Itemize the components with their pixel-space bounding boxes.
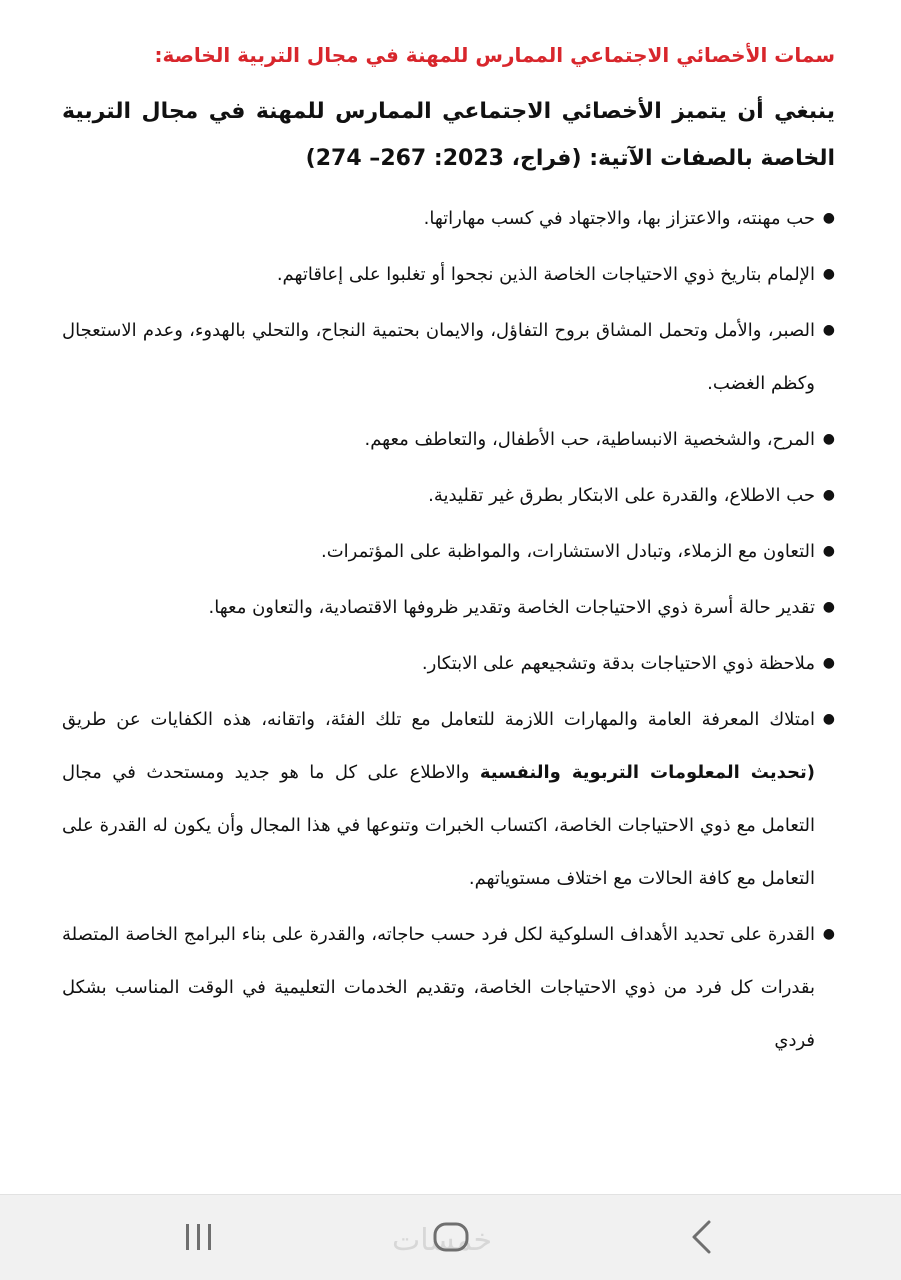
list-item-text: حب الاطلاع، والقدرة على الابتكار بطرق غير تقليدية.	[428, 485, 815, 506]
list-item	[62, 581, 835, 634]
list-item-text: التعاون مع الزملاء، وتبادل الاستشارات، والمواظبة على المؤتمرات.	[320, 541, 815, 562]
bullet-icon: ●	[822, 431, 835, 447]
section-title: سمات الأخصائي الاجتماعي الممارس للمهنة في مجال التربية الخاصة:	[154, 43, 835, 67]
intro-text: ينبغي أن يتميز الأخصائي الاجتماعي الممارس للمهنة في مجال التربية الخاصة بالصفات الآتية:	[62, 99, 835, 171]
navigation-bar	[0, 1194, 901, 1280]
list-item-text: القدرة على تحديد الأهداف السلوكية لكل فرد حسب حاجاته، والقدرة على بناء البرامج الخاصة المتصلة بقدرات كل فرد من ذوي الاحتياجات الخاصة، وتقديم الخدمات التعليمية في الوقت المناسب بشكل فردي	[62, 924, 815, 1051]
list-item	[62, 693, 835, 905]
bullet-icon: ●	[822, 266, 835, 282]
list-item-text: تقدير حالة أسرة ذوي الاحتياجات الخاصة وتقدير ظروفها الاقتصادية، والتعاون معها.	[208, 597, 815, 618]
list-item-text-end: والاطلاع على كل ما هو جديد ومستحدث في مجال التعامل مع ذوي الاحتياجات الخاصة، اكتساب الخبرات وتنوعها في هذا المجال وأن يكون له القدرة على التعامل مع كافة الحالات مع اختلاف مستوياتهم.	[62, 762, 815, 889]
recent-apps-icon	[178, 1221, 218, 1253]
list-item	[62, 304, 835, 410]
intro-citation: (فراج، 2023: 267– 274)	[305, 146, 582, 171]
bullet-icon: ●	[822, 599, 835, 615]
list-item-text-start: امتلاك المعرفة العامة والمهارات اللازمة للتعامل مع تلك الفئة، واتقانه، هذه الكفايات عن طريق	[62, 709, 815, 730]
bullet-icon: ●	[822, 322, 835, 338]
list-item	[62, 637, 835, 690]
back-button[interactable]	[672, 1215, 732, 1259]
bullet-icon: ●	[822, 487, 835, 503]
list-item-text: الإلمام بتاريخ ذوي الاحتياجات الخاصة الذين نجحوا أو تغلبوا على إعاقاتهم.	[276, 264, 815, 285]
list-item	[62, 469, 835, 522]
recent-apps-button[interactable]	[168, 1215, 228, 1259]
list-item	[62, 248, 835, 301]
list-item-text: حب مهنته، والاعتزاز بها، والاجتهاد في كسب مهاراتها.	[423, 208, 815, 229]
bullet-icon: ●	[822, 655, 835, 671]
list-item	[62, 413, 835, 466]
list-item	[62, 908, 835, 1067]
list-item	[62, 192, 835, 245]
list-item	[62, 525, 835, 578]
bullet-icon: ●	[822, 711, 835, 727]
intro-paragraph	[62, 88, 835, 182]
bullet-icon: ●	[822, 543, 835, 559]
watermark: خمسات	[392, 1223, 493, 1258]
bullet-icon: ●	[822, 210, 835, 226]
list-item-text-bold: (تحديث المعلومات التربوية والنفسية	[479, 762, 815, 783]
list-item-text: المرح، والشخصية الانبساطية، حب الأطفال، والتعاطف معهم.	[364, 429, 815, 450]
traits-list	[62, 192, 835, 1067]
home-button[interactable]	[421, 1215, 481, 1259]
list-item-text: الصبر، والأمل وتحمل المشاق بروح التفاؤل، والايمان بحتمية النجاح، والتحلي بالهدوء، وعدم الاستعجال وكظم الغضب.	[62, 320, 815, 394]
back-chevron-icon	[684, 1219, 720, 1255]
bullet-icon: ●	[822, 926, 835, 942]
list-item-text: ملاحظة ذوي الاحتياجات بدقة وتشجيعهم على الابتكار.	[421, 653, 815, 674]
home-icon	[429, 1220, 473, 1254]
